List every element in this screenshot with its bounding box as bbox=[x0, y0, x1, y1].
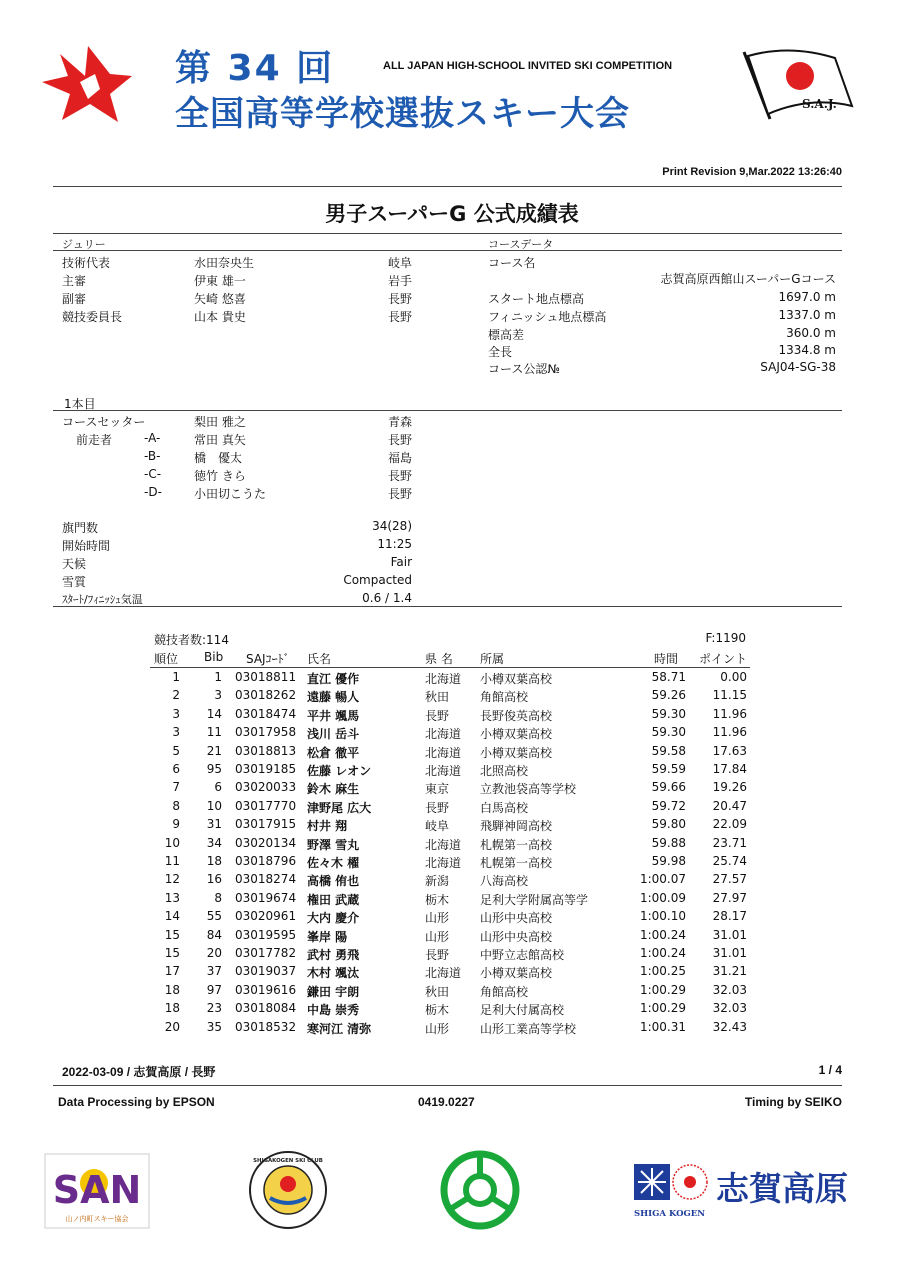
table-row bbox=[150, 854, 750, 872]
condition-label: 雪質 bbox=[62, 575, 87, 589]
prefecture-cell: 北海道 bbox=[425, 764, 462, 778]
saj-code-cell: 03018532 bbox=[235, 1019, 297, 1034]
time-cell: 59.26 bbox=[651, 688, 686, 703]
table-row bbox=[150, 1020, 750, 1038]
timing: Timing by SEIKO bbox=[744, 1095, 842, 1109]
bib-cell: 31 bbox=[206, 817, 222, 832]
table-row bbox=[150, 817, 750, 835]
course-row-value: 360.0 m bbox=[786, 326, 836, 340]
saj-code-cell: 03019674 bbox=[235, 890, 297, 905]
time-cell: 59.98 bbox=[651, 854, 686, 868]
athlete-name-cell: 中島 崇秀 bbox=[307, 1003, 360, 1018]
date-place: 2022-03-09 / 志賀高原 / 長野 bbox=[62, 1065, 216, 1079]
bib-cell: 97 bbox=[206, 982, 222, 997]
rank-cell: 5 bbox=[172, 743, 180, 758]
points-cell: 27.97 bbox=[712, 890, 747, 905]
jury-name: 山本 貴史 bbox=[194, 310, 246, 324]
forerunner-name: 常田 真矢 bbox=[194, 433, 246, 447]
prefecture-cell: 栃木 bbox=[425, 1003, 450, 1018]
table-row bbox=[150, 983, 750, 1001]
time-cell: 59.30 bbox=[651, 706, 686, 721]
prefecture-cell: 山形 bbox=[425, 1021, 450, 1036]
forerunner-pref: 福島 bbox=[387, 451, 412, 465]
prefecture-cell: 新潟 bbox=[425, 874, 450, 889]
forerunner-pref: 長野 bbox=[387, 433, 412, 447]
bib-cell: 34 bbox=[206, 835, 222, 850]
title-edition: 第 34 回 bbox=[175, 48, 335, 89]
f-value: F:1190 bbox=[705, 631, 746, 645]
rank-cell: 2 bbox=[172, 688, 180, 703]
time-cell: 59.58 bbox=[651, 743, 686, 758]
jury-pref: 長野 bbox=[387, 292, 412, 306]
athlete-name-cell: 松倉 徹平 bbox=[307, 745, 360, 760]
table-row bbox=[150, 688, 750, 706]
page-number: 1 / 4 bbox=[818, 1063, 842, 1077]
athlete-name-cell: 大内 慶介 bbox=[307, 911, 360, 926]
forerunner-label: 前走者 bbox=[76, 433, 113, 447]
forerunner-tag: -C- bbox=[144, 467, 162, 481]
data-processing: Data Processing by EPSON bbox=[58, 1095, 215, 1109]
bib-cell: 37 bbox=[206, 964, 222, 979]
table-row bbox=[150, 670, 750, 688]
time-cell: 58.71 bbox=[651, 670, 686, 684]
club-cell: 白馬高校 bbox=[480, 800, 529, 815]
table-row bbox=[150, 707, 750, 725]
col-time: 時間 bbox=[653, 652, 678, 666]
course-row-label: フィニッシュ地点標高 bbox=[488, 310, 607, 324]
rank-cell: 9 bbox=[172, 817, 180, 832]
table-row bbox=[150, 762, 750, 780]
course-row-value: SAJ04-SG-38 bbox=[760, 360, 836, 374]
rank-cell: 8 bbox=[172, 798, 180, 813]
table-row bbox=[150, 872, 750, 890]
jury-role: 主審 bbox=[62, 274, 87, 288]
run-label: 1本目 bbox=[64, 397, 96, 411]
club-cell: 山形工業高等学校 bbox=[480, 1021, 577, 1036]
club-cell: 立教池袋高等学校 bbox=[480, 782, 577, 797]
forerunner-name: 小田切こうた bbox=[194, 487, 267, 501]
course-row-value: 1697.0 m bbox=[778, 290, 836, 304]
club-cell: 小樽双葉高校 bbox=[480, 672, 553, 686]
saj-code-cell: 03018813 bbox=[235, 743, 297, 758]
athlete-name-cell: 平井 颯馬 bbox=[307, 708, 360, 723]
prefecture-cell: 秋田 bbox=[425, 690, 450, 705]
saj-code-cell: 03017958 bbox=[235, 725, 297, 740]
saj-code-cell: 03017782 bbox=[235, 946, 297, 960]
town-emblem-icon bbox=[440, 1150, 520, 1230]
jury-pref: 岐阜 bbox=[387, 256, 412, 270]
saj-code-cell: 03017915 bbox=[235, 817, 297, 832]
condition-value: Compacted bbox=[343, 573, 412, 587]
bib-cell: 10 bbox=[206, 798, 222, 813]
table-row bbox=[150, 836, 750, 854]
athlete-name-cell: 鎌田 宇朗 bbox=[307, 984, 360, 999]
points-cell: 25.74 bbox=[712, 854, 747, 868]
points-cell: 11.15 bbox=[712, 688, 747, 703]
prefecture-cell: 北海道 bbox=[425, 856, 462, 870]
setter-pref: 青森 bbox=[387, 415, 412, 429]
san-logo-text: SAN bbox=[52, 1168, 142, 1212]
course-row-value: 1334.8 m bbox=[778, 343, 836, 357]
course-row-value: 1337.0 m bbox=[778, 308, 836, 322]
prefecture-cell: 北海道 bbox=[425, 745, 462, 760]
saj-code-cell: 03017770 bbox=[235, 798, 297, 813]
athlete-name-cell: 浅川 岳斗 bbox=[307, 727, 360, 742]
shiga-logo-en: SHIGA KOGEN bbox=[634, 1209, 706, 1219]
bib-cell: 16 bbox=[206, 872, 222, 887]
time-cell: 1:00.10 bbox=[639, 909, 686, 924]
course-name-label: コース名 bbox=[488, 256, 536, 270]
bib-cell: 23 bbox=[206, 1001, 222, 1016]
time-cell: 59.30 bbox=[651, 725, 686, 740]
divider bbox=[53, 1085, 842, 1086]
athlete-name-cell: 佐々木 櫂 bbox=[307, 856, 360, 870]
athlete-name-cell: 鈴木 麻生 bbox=[307, 782, 360, 797]
table-row bbox=[150, 909, 750, 927]
forerunner-pref: 長野 bbox=[387, 469, 412, 483]
points-cell: 32.03 bbox=[712, 982, 747, 997]
rank-cell: 13 bbox=[164, 890, 180, 905]
time-cell: 1:00.29 bbox=[639, 1001, 686, 1016]
bib-cell: 6 bbox=[214, 780, 222, 795]
rank-cell: 17 bbox=[164, 964, 180, 979]
rank-cell: 18 bbox=[164, 1001, 180, 1016]
rank-cell: 3 bbox=[172, 725, 180, 740]
table-row bbox=[150, 725, 750, 743]
club-cell: 足利大学附属高等学 bbox=[480, 892, 589, 907]
rank-cell: 6 bbox=[172, 762, 180, 776]
points-cell: 20.47 bbox=[712, 798, 747, 813]
points-cell: 0.00 bbox=[720, 670, 747, 684]
saj-code-cell: 03020961 bbox=[235, 909, 297, 924]
points-cell: 11.96 bbox=[712, 706, 747, 721]
forerunner-name: 徳竹 きら bbox=[194, 469, 246, 483]
condition-label: 旗門数 bbox=[62, 521, 99, 535]
course-row-label: スタート地点標高 bbox=[488, 292, 585, 306]
athlete-name-cell: 佐藤 レオン bbox=[307, 764, 372, 778]
competition-logo bbox=[40, 44, 135, 124]
points-cell: 32.43 bbox=[712, 1019, 747, 1034]
points-cell: 23.71 bbox=[712, 835, 747, 850]
saj-code-cell: 03018474 bbox=[235, 706, 297, 721]
table-row bbox=[150, 891, 750, 909]
col-club: 所属 bbox=[480, 652, 505, 666]
points-cell: 27.57 bbox=[712, 872, 747, 887]
jury-name: 伊東 雄一 bbox=[194, 274, 246, 288]
prefecture-cell: 秋田 bbox=[425, 984, 450, 999]
course-name-value: 志賀高原西館山スーパーGコース bbox=[660, 272, 836, 286]
shiga-logo-jp: 志賀高原 bbox=[716, 1169, 848, 1208]
club-cell: 八海高校 bbox=[480, 874, 529, 889]
saj-code-cell: 03020134 bbox=[235, 835, 297, 850]
points-cell: 32.03 bbox=[712, 1001, 747, 1016]
shiga-kogen-logo bbox=[632, 1158, 864, 1224]
saj-code-cell: 03018796 bbox=[235, 854, 297, 868]
rank-cell: 10 bbox=[164, 835, 180, 850]
jury-name: 矢崎 悠喜 bbox=[194, 292, 246, 306]
athlete-name-cell: 高橋 侑也 bbox=[307, 874, 360, 889]
bib-cell: 1 bbox=[214, 670, 222, 684]
course-row-label: 標高差 bbox=[488, 328, 525, 342]
table-row bbox=[150, 744, 750, 762]
saj-code-cell: 03018084 bbox=[235, 1001, 297, 1016]
bib-cell: 21 bbox=[206, 743, 222, 758]
prefecture-cell: 北海道 bbox=[425, 672, 462, 686]
saj-code-cell: 03019037 bbox=[235, 964, 297, 979]
athlete-name-cell: 津野尾 広大 bbox=[307, 800, 372, 815]
saj-code-cell: 03020033 bbox=[235, 780, 297, 795]
club-cell: 山形中央高校 bbox=[480, 929, 553, 944]
rank-cell: 1 bbox=[172, 670, 180, 684]
bib-cell: 3 bbox=[214, 688, 222, 703]
athlete-name-cell: 寒河江 清弥 bbox=[307, 1021, 372, 1036]
time-cell: 1:00.31 bbox=[639, 1019, 686, 1034]
condition-label: 開始時間 bbox=[62, 539, 111, 553]
club-cell: 角館高校 bbox=[480, 984, 529, 999]
time-cell: 1:00.29 bbox=[639, 982, 686, 997]
jury-label: ジュリー bbox=[62, 238, 106, 251]
divider bbox=[53, 250, 842, 251]
rank-cell: 3 bbox=[172, 706, 180, 721]
col-bib: Bib bbox=[204, 650, 224, 664]
condition-label: 天候 bbox=[62, 557, 87, 571]
points-cell: 31.21 bbox=[712, 964, 747, 979]
jury-pref: 岩手 bbox=[387, 274, 412, 288]
saj-code-cell: 03018274 bbox=[235, 872, 297, 887]
doc-code: 0419.0227 bbox=[418, 1095, 475, 1109]
table-row bbox=[150, 799, 750, 817]
bib-cell: 55 bbox=[206, 909, 222, 924]
rank-cell: 11 bbox=[164, 854, 180, 868]
forerunner-pref: 長野 bbox=[387, 487, 412, 501]
condition-value: 0.6 / 1.4 bbox=[362, 591, 412, 605]
rank-cell: 20 bbox=[164, 1019, 180, 1034]
points-cell: 31.01 bbox=[712, 946, 747, 960]
bib-cell: 95 bbox=[206, 762, 222, 776]
rank-cell: 12 bbox=[164, 872, 180, 887]
col-name: 氏名 bbox=[307, 652, 332, 666]
saj-code-cell: 03018262 bbox=[235, 688, 297, 703]
prefecture-cell: 栃木 bbox=[425, 892, 450, 907]
forerunner-tag: -A- bbox=[144, 431, 161, 445]
athlete-name-cell: 村井 翔 bbox=[307, 819, 348, 834]
saj-flag-icon bbox=[740, 44, 860, 124]
divider bbox=[53, 186, 842, 187]
rank-cell: 15 bbox=[164, 946, 180, 960]
prefecture-cell: 岐阜 bbox=[425, 819, 450, 834]
col-points: ポイント bbox=[698, 652, 747, 666]
jury-role: 副審 bbox=[62, 292, 87, 306]
table-row bbox=[150, 780, 750, 798]
jury-role: 競技委員長 bbox=[62, 310, 123, 324]
forerunner-tag: -D- bbox=[144, 485, 162, 499]
time-cell: 1:00.09 bbox=[639, 890, 686, 905]
bib-cell: 11 bbox=[206, 725, 222, 740]
time-cell: 59.72 bbox=[651, 798, 686, 813]
points-cell: 11.96 bbox=[712, 725, 747, 740]
prefecture-cell: 長野 bbox=[425, 800, 450, 815]
condition-label: ｽﾀｰﾄ/ﾌｨﾆｯｼｭ気温 bbox=[62, 593, 143, 606]
title-main: 全国高等学校選抜スキー大会 bbox=[175, 94, 630, 134]
competitor-count: 競技者数:114 bbox=[154, 633, 229, 647]
forerunner-name: 橋 優太 bbox=[194, 451, 243, 465]
course-label: コースデータ bbox=[488, 238, 554, 251]
points-cell: 28.17 bbox=[712, 909, 747, 924]
condition-value: Fair bbox=[390, 555, 412, 569]
table-row bbox=[150, 928, 750, 946]
prefecture-cell: 東京 bbox=[425, 782, 450, 797]
rank-cell: 15 bbox=[164, 927, 180, 942]
time-cell: 1:00.07 bbox=[639, 872, 686, 887]
course-row-label: コース公認№ bbox=[488, 362, 560, 376]
club-cell: 足利大付属高校 bbox=[480, 1003, 565, 1018]
jury-name: 水田奈央生 bbox=[194, 256, 255, 270]
page-title: 男子スーパーG 公式成績表 bbox=[325, 202, 579, 226]
prefecture-cell: 北海道 bbox=[425, 837, 462, 852]
saj-code-cell: 03019595 bbox=[235, 927, 297, 942]
club-cell: 飛騨神岡高校 bbox=[480, 819, 553, 834]
bib-cell: 20 bbox=[206, 946, 222, 960]
bib-cell: 14 bbox=[206, 706, 222, 721]
ski-club-emblem bbox=[248, 1150, 328, 1230]
points-cell: 22.09 bbox=[712, 817, 747, 832]
points-cell: 17.84 bbox=[712, 762, 747, 776]
flag-label: S.A.J. bbox=[802, 97, 837, 111]
time-cell: 1:00.25 bbox=[639, 964, 686, 979]
san-logo-sub: 山ノ内町スキー協会 bbox=[65, 1215, 129, 1223]
time-cell: 59.59 bbox=[651, 762, 686, 776]
time-cell: 59.80 bbox=[651, 817, 686, 832]
athlete-name-cell: 峯岸 陽 bbox=[307, 929, 348, 944]
print-revision: Print Revision 9,Mar.2022 13:26:40 bbox=[662, 166, 842, 178]
club-cell: 小樽双葉高校 bbox=[480, 966, 553, 981]
saj-code-cell: 03019616 bbox=[235, 982, 297, 997]
bib-cell: 35 bbox=[206, 1019, 222, 1034]
club-cell: 小樽双葉高校 bbox=[480, 745, 553, 760]
club-cell: 長野俊英高校 bbox=[480, 708, 553, 723]
points-cell: 19.26 bbox=[712, 780, 747, 795]
jury-role: 技術代表 bbox=[62, 256, 111, 270]
athlete-name-cell: 直江 優作 bbox=[307, 672, 360, 686]
table-row bbox=[150, 964, 750, 982]
divider bbox=[53, 410, 842, 411]
club-cell: 小樽双葉高校 bbox=[480, 727, 553, 742]
setter-role: コースセッター bbox=[62, 415, 146, 429]
ski-club-ring-text: SHIGAKOGEN SKI CLUB bbox=[253, 1158, 323, 1164]
points-cell: 17.63 bbox=[712, 743, 747, 758]
time-cell: 59.66 bbox=[651, 780, 686, 795]
time-cell: 1:00.24 bbox=[639, 927, 686, 942]
forerunner-tag: -B- bbox=[144, 449, 161, 463]
bib-cell: 18 bbox=[206, 854, 222, 868]
club-cell: 北照高校 bbox=[480, 764, 529, 778]
col-rank: 順位 bbox=[154, 652, 179, 666]
table-row bbox=[150, 1001, 750, 1019]
bib-cell: 84 bbox=[206, 927, 222, 942]
club-cell: 山形中央高校 bbox=[480, 911, 553, 926]
col-pref: 県 名 bbox=[425, 652, 453, 666]
prefecture-cell: 山形 bbox=[425, 929, 450, 944]
prefecture-cell: 北海道 bbox=[425, 966, 462, 981]
athlete-name-cell: 遠藤 暢人 bbox=[307, 690, 360, 705]
club-cell: 角館高校 bbox=[480, 690, 529, 705]
jury-pref: 長野 bbox=[387, 310, 412, 324]
athlete-name-cell: 武村 勇飛 bbox=[307, 948, 360, 962]
subtitle-english: ALL JAPAN HIGH-SCHOOL INVITED SKI COMPETITION bbox=[383, 60, 673, 72]
athlete-name-cell: 木村 颯汰 bbox=[307, 966, 360, 981]
results-header bbox=[150, 650, 750, 668]
prefecture-cell: 長野 bbox=[425, 948, 450, 962]
divider bbox=[53, 606, 842, 607]
club-cell: 札幌第一高校 bbox=[480, 837, 553, 852]
course-row-label: 全長 bbox=[488, 345, 513, 359]
athlete-name-cell: 権田 武蔵 bbox=[307, 892, 360, 907]
condition-value: 34(28) bbox=[372, 519, 412, 533]
table-divider bbox=[150, 667, 750, 668]
club-cell: 中野立志館高校 bbox=[480, 948, 565, 962]
prefecture-cell: 山形 bbox=[425, 911, 450, 926]
condition-value: 11:25 bbox=[377, 537, 412, 551]
san-logo bbox=[44, 1153, 150, 1229]
rank-cell: 7 bbox=[172, 780, 180, 795]
col-saj: SAJｺｰﾄﾞ bbox=[246, 652, 290, 666]
time-cell: 1:00.24 bbox=[639, 946, 686, 960]
divider bbox=[53, 233, 842, 234]
saj-code-cell: 03018811 bbox=[235, 670, 297, 684]
saj-code-cell: 03019185 bbox=[235, 762, 297, 776]
rank-cell: 18 bbox=[164, 982, 180, 997]
rank-cell: 14 bbox=[164, 909, 180, 924]
club-cell: 札幌第一高校 bbox=[480, 856, 553, 870]
setter-name: 梨田 雅之 bbox=[194, 415, 246, 429]
bib-cell: 8 bbox=[214, 890, 222, 905]
points-cell: 31.01 bbox=[712, 927, 747, 942]
prefecture-cell: 長野 bbox=[425, 708, 450, 723]
prefecture-cell: 北海道 bbox=[425, 727, 462, 742]
time-cell: 59.88 bbox=[651, 835, 686, 850]
table-row bbox=[150, 946, 750, 964]
athlete-name-cell: 野澤 雪丸 bbox=[307, 837, 360, 852]
